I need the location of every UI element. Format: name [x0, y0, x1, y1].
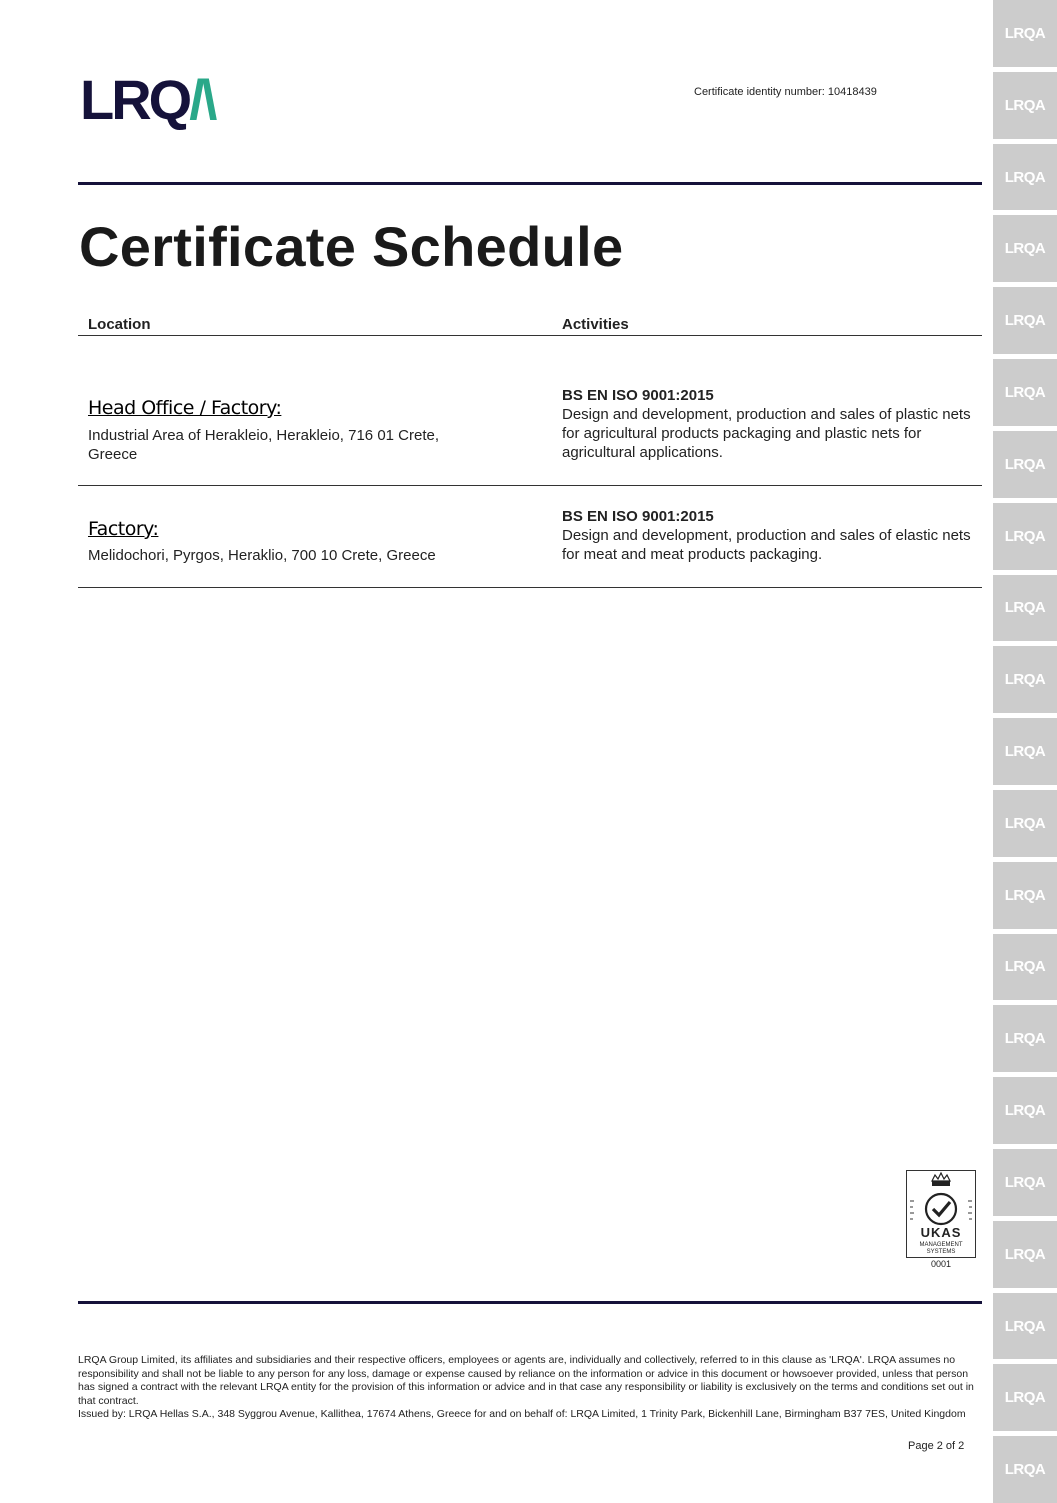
watermark-strip	[993, 0, 1057, 1503]
watermark-tile: LRQA	[993, 934, 1057, 1001]
ukas-line1: MANAGEMENT	[919, 1242, 963, 1248]
row-divider	[78, 485, 982, 486]
watermark-tile: LRQA	[993, 72, 1057, 139]
ukas-crown-check-icon	[907, 1171, 975, 1257]
ukas-line2: SYSTEMS	[926, 1249, 956, 1255]
page-number: Page 2 of 2	[908, 1440, 965, 1452]
lrqa-logo	[80, 68, 215, 131]
certificate-id-label: Certificate identity number:	[694, 86, 825, 98]
certificate-id-value: 10418439	[827, 86, 877, 98]
row-divider	[78, 587, 982, 588]
location-address: Melidochori, Pyrgos, Heraklio, 700 10 Crete, Greece	[88, 547, 436, 564]
ukas-mark	[906, 1170, 976, 1258]
watermark-tile: LRQA	[993, 862, 1057, 929]
logo-text: LRQ	[80, 68, 190, 131]
watermark-tile: LRQA	[993, 215, 1057, 282]
header-rule	[78, 182, 982, 185]
footer-disclaimer: LRQA Group Limited, its affiliates and subsidiaries and their respective officers, employees or agents are, individually and collectively, referred to in this clause as 'LRQA'. LRQA assumes no responsibility and shall not be liable to any person for any loss, damage or expense caused by reliance on the information or advice in this document or howsoever provided, unless that person has signed a contract with the relevant LRQA entity for the provision of this information or advice and in that case any responsibility or liability is exclusively on the terms and conditions set out in that contract.	[78, 1354, 974, 1407]
watermark-tile: LRQA	[993, 287, 1057, 354]
activity-description: Design and development, production and sales of plastic nets for agricultural products packaging and plastic nets for agricultural applications.	[562, 406, 971, 461]
watermark-tile: LRQA	[993, 1364, 1057, 1431]
location-name: Head Office / Factory:	[88, 397, 282, 419]
activity-standard: BS EN ISO 9001:2015	[562, 508, 714, 525]
watermark-tile: LRQA	[993, 144, 1057, 211]
watermark-tile: LRQA	[993, 1077, 1057, 1144]
watermark-tile: LRQA	[993, 790, 1057, 857]
watermark-tile: LRQA	[993, 1005, 1057, 1072]
watermark-tile: LRQA	[993, 503, 1057, 570]
footer-issued-by: Issued by: LRQA Hellas S.A., 348 Syggrou Avenue, Kallithea, 17674 Athens, Greece for and on behalf of: LRQA Limited, 1 Trinity Park, Bickenhill Lane, Birmingham B37 7ES, United Kingdom	[78, 1408, 966, 1420]
location-address: Industrial Area of Herakleio, Herakleio, 716 01 Crete, Greece	[88, 427, 440, 463]
watermark-tile: LRQA	[993, 0, 1057, 67]
footer	[78, 1354, 984, 1422]
ukas-name: UKAS	[920, 1225, 962, 1240]
watermark-tile: LRQA	[993, 431, 1057, 498]
location-name: Factory:	[88, 518, 159, 540]
watermark-tile: LRQA	[993, 646, 1057, 713]
certificate-id	[694, 86, 877, 98]
footer-rule	[78, 1301, 982, 1304]
logo-accent: /\	[189, 68, 215, 131]
watermark-tile: LRQA	[993, 1293, 1057, 1360]
watermark-tile: LRQA	[993, 575, 1057, 642]
watermark-tile: LRQA	[993, 1436, 1057, 1503]
page-title: Certificate Schedule	[79, 215, 624, 278]
column-header-location: Location	[88, 316, 151, 333]
column-header-activities: Activities	[562, 316, 629, 333]
table-header-rule	[78, 335, 982, 336]
watermark-tile: LRQA	[993, 1221, 1057, 1288]
activity-standard: BS EN ISO 9001:2015	[562, 387, 714, 404]
watermark-tile: LRQA	[993, 359, 1057, 426]
watermark-tile: LRQA	[993, 718, 1057, 785]
watermark-tile: LRQA	[993, 1149, 1057, 1216]
activity-description: Design and development, production and sales of elastic nets for meat and meat products packaging.	[562, 527, 971, 563]
ukas-code: 0001	[930, 1259, 952, 1269]
